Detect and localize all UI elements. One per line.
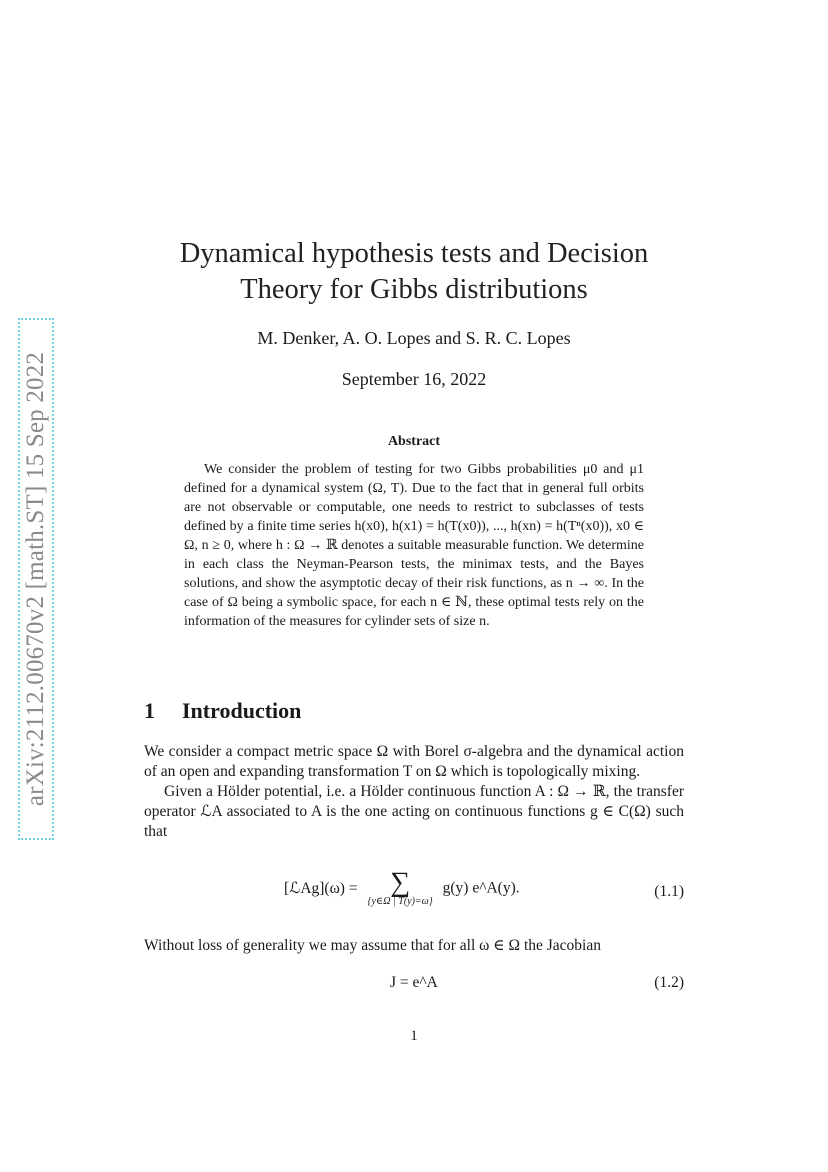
abstract-body: [184, 460, 644, 631]
section-heading: [144, 698, 301, 724]
eq1-sigma: ∑: [390, 867, 411, 898]
arxiv-stamp-text: arXiv:2112.00670v2 [math.ST] 15 Sep 2022: [22, 351, 50, 807]
paragraph-2: Given a Hölder potential, i.e. a Hölder continuous function A : Ω → ℝ, the transfer operator ℒA associated to A is the one acting on continuous functions g ∈ C(Ω) such that: [144, 783, 684, 840]
title-line-2: Theory for Gibbs distributions: [240, 274, 588, 305]
paper-title: [144, 236, 684, 308]
date: September 16, 2022: [341, 369, 487, 389]
equation-1-1-body: [284, 867, 520, 907]
equation-1-1: [144, 867, 684, 922]
eq1-subscript: {y∈Ω | T(y)=ω}: [367, 896, 433, 907]
equation-1-2-number: (1.2): [654, 974, 684, 991]
section-title: Introduction: [182, 698, 302, 723]
title-line-1: Dynamical hypothesis tests and Decision: [179, 238, 649, 269]
eq1-summation: [367, 867, 433, 907]
equation-1-2: [144, 974, 684, 996]
equation-1-1-number: (1.1): [654, 883, 684, 900]
equation-1-2-body: J = e^A: [390, 974, 438, 991]
intro-paragraph: [144, 742, 684, 842]
paragraph-1: We consider a compact metric space Ω with Borel σ-algebra and the dynamical action of an open and expanding transformation T on Ω which is topologically mixing.: [144, 743, 684, 780]
eq1-lhs: [ℒAg](ω) =: [284, 880, 358, 897]
paragraph-3-block: [144, 936, 684, 956]
eq1-rhs: g(y) e^A(y).: [442, 879, 520, 897]
abstract-text: We consider the problem of testing for two Gibbs probabilities μ0 and μ1 defined for a dynamical system (Ω, T). Due to the fact that in general full orbits are not observable or computable, one needs to restrict to subclasses of tests defined by a finite time series h(x0), h(x1) = h(T(x0)), ..., h(xn) = h(Tⁿ(x0)), x0 ∈ Ω, n ≥ 0, where h : Ω → ℝ denotes a suitable measurable function. We determine in each class the Neyman-Pearson tests, the minimax tests, and the Bayes solutions, and show the asymptotic decay of their risk functions, as n → ∞. In the case of Ω being a symbolic space, for each n ∈ ℕ, these optimal tests rely on the information of the measures for cylinder sets of size n.: [184, 462, 644, 629]
abstract-heading: Abstract: [387, 434, 441, 449]
paragraph-3: Without loss of generality we may assume that for all ω ∈ Ω the Jacobian: [144, 937, 601, 954]
section-number: 1: [144, 698, 155, 723]
arxiv-stamp: [18, 318, 54, 840]
page-number: 1: [410, 1028, 418, 1044]
authors: M. Denker, A. O. Lopes and S. R. C. Lopes: [257, 328, 571, 348]
